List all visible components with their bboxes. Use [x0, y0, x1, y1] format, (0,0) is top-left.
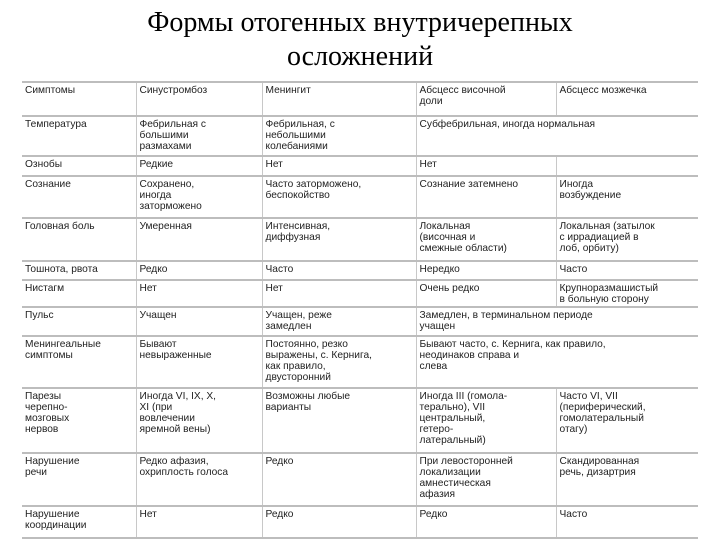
- table-cell: Сознание затемнено: [416, 176, 556, 218]
- table-cell: Тошнота, рвота: [22, 261, 136, 280]
- table-row: [22, 336, 698, 388]
- table-row: [22, 156, 698, 176]
- complications-table-wrapper: [22, 81, 698, 537]
- header-cell-cerebellar-abscess: Абсцесс мозжечка: [556, 82, 698, 116]
- table-row: [22, 307, 698, 336]
- table-cell: Редкие: [136, 156, 262, 176]
- table-cell: Парезы черепно- мозговых нервов: [22, 388, 136, 453]
- table-cell: Крупноразмашистый в больную сторону: [556, 280, 698, 307]
- table-row: [22, 261, 698, 280]
- table-cell: Сознание: [22, 176, 136, 218]
- header-cell-sinus-thrombosis: Синустромбоз: [136, 82, 262, 116]
- table-cell: Возможны любые варианты: [262, 388, 416, 453]
- table-cell: [556, 156, 698, 176]
- complications-table: [22, 81, 698, 539]
- table-header-row: [22, 82, 698, 116]
- page-title: [0, 6, 720, 74]
- table-cell: Бывают невыраженные: [136, 336, 262, 388]
- table-cell: Нет: [136, 506, 262, 538]
- table-row: [22, 218, 698, 261]
- table-cell: Интенсивная, диффузная: [262, 218, 416, 261]
- table-row: [22, 176, 698, 218]
- table-cell: Температура: [22, 116, 136, 156]
- table-cell: Нистагм: [22, 280, 136, 307]
- table-cell: Ознобы: [22, 156, 136, 176]
- table-cell: Часто: [262, 261, 416, 280]
- table-cell: Менингеальные симптомы: [22, 336, 136, 388]
- table-cell: Головная боль: [22, 218, 136, 261]
- header-cell-temporal-abscess: Абсцесс височной доли: [416, 82, 556, 116]
- header-cell-meningitis: Менингит: [262, 82, 416, 116]
- table-cell: Постоянно, резко выражены, с. Кернига, как правило, двусторонний: [262, 336, 416, 388]
- table-row: [22, 280, 698, 307]
- title-line-1: Формы отогенных внутричерепных: [147, 7, 573, 38]
- table-cell: Часто заторможено, беспокойство: [262, 176, 416, 218]
- table-row: [22, 506, 698, 538]
- title-line-2: осложнений: [286, 41, 434, 72]
- table-cell: Иногда VI, IX, X, XI (при вовлечении яремной вены): [136, 388, 262, 453]
- table-cell: Бывают часто, с. Кернига, как правило, неодинаков справа и слева: [416, 336, 698, 388]
- table-cell: Иногда возбуждение: [556, 176, 698, 218]
- table-cell: Замедлен, в терминальном периоде учащен: [416, 307, 698, 336]
- table-cell: Редко: [262, 453, 416, 506]
- table-cell: Иногда III (гомола- терально), VII центральный, гетеро- латеральный): [416, 388, 556, 453]
- table-cell: Субфебрильная, иногда нормальная: [416, 116, 698, 156]
- table-cell: Нарушение координации: [22, 506, 136, 538]
- table-cell: Фебрильная с большими размахами: [136, 116, 262, 156]
- table-cell: Редко афазия, охриплость голоса: [136, 453, 262, 506]
- table-row: [22, 453, 698, 506]
- table-cell: Нет: [416, 156, 556, 176]
- table-cell: Часто VI, VII (периферический, гомолатеральный отагу): [556, 388, 698, 453]
- table-row: [22, 116, 698, 156]
- table-cell: Нет: [262, 156, 416, 176]
- table-row: [22, 388, 698, 453]
- table-cell: Фебрильная, с небольшими колебаниями: [262, 116, 416, 156]
- table-cell: Локальная (височная и смежные области): [416, 218, 556, 261]
- table-cell: Пульс: [22, 307, 136, 336]
- table-cell: Нет: [136, 280, 262, 307]
- table-cell: Редко: [136, 261, 262, 280]
- table-cell: Локальная (затылок с иррадиацией в лоб, орбиту): [556, 218, 698, 261]
- table-cell: Нарушение речи: [22, 453, 136, 506]
- table-cell: Очень редко: [416, 280, 556, 307]
- table-cell: Нередко: [416, 261, 556, 280]
- table-cell: Редко: [416, 506, 556, 538]
- table-cell: Скандированная речь, дизартрия: [556, 453, 698, 506]
- header-cell-symptoms: Симптомы: [22, 82, 136, 116]
- table-cell: Учащен: [136, 307, 262, 336]
- table-cell: Нет: [262, 280, 416, 307]
- table-cell: Сохранено, иногда заторможено: [136, 176, 262, 218]
- table-cell: Часто: [556, 261, 698, 280]
- table-cell: Учащен, реже замедлен: [262, 307, 416, 336]
- table-cell: Редко: [262, 506, 416, 538]
- table-cell: Умеренная: [136, 218, 262, 261]
- table-cell: Часто: [556, 506, 698, 538]
- table-cell: При левосторонней локализации амнестическая афазия: [416, 453, 556, 506]
